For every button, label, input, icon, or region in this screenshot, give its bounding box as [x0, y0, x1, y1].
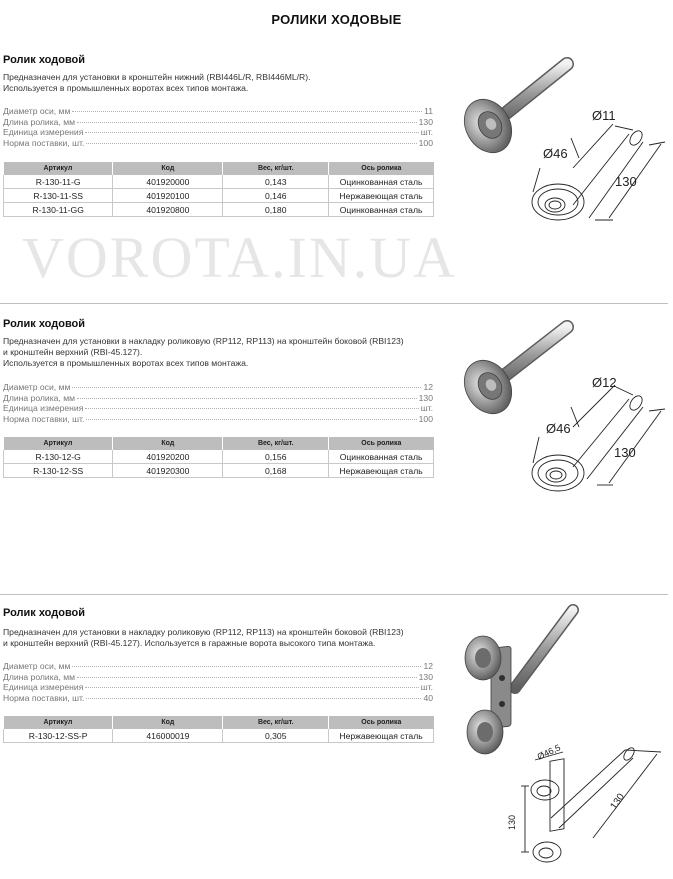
spec-value: 11: [424, 106, 433, 116]
description-line: Предназначен для установки в кронштейн нижний (RBI446L/R, RBI446ML/R).: [3, 72, 311, 82]
spec-label: Длина ролика, мм: [3, 392, 76, 403]
spec-dots: [85, 408, 418, 409]
table-cell: Оцинкованная сталь: [329, 450, 434, 464]
column-header: Артикул: [4, 437, 113, 450]
watermark: VOROTA.IN.UA: [22, 225, 457, 290]
section-2-title: Ролик ходовой: [3, 318, 86, 330]
table-cell: 0,143: [223, 175, 329, 189]
spec-value: 12: [423, 661, 433, 671]
table-row: [4, 450, 434, 464]
section-divider: [0, 303, 668, 304]
table-cell: R-130-11-GG: [4, 203, 113, 217]
section-3-description: [3, 627, 443, 649]
table-cell: 0,146: [223, 189, 329, 203]
spec-row: [3, 682, 433, 693]
table-cell: 401920200: [113, 450, 223, 464]
table-header-row: [4, 716, 434, 729]
length-label: 130: [615, 174, 637, 189]
section-2-table: [3, 437, 434, 478]
column-header: Ось ролика: [329, 162, 434, 175]
page-title: РОЛИКИ ХОДОВЫЕ: [271, 12, 402, 27]
spec-dots: [77, 677, 417, 678]
section-1-description: [3, 72, 443, 94]
column-header: Ось ролика: [329, 437, 434, 450]
spec-dots: [85, 132, 418, 133]
spec-dots: [86, 143, 416, 144]
roller-12-drawing: [455, 315, 670, 500]
table-cell: R-130-12-G: [4, 450, 113, 464]
spec-value: шт.: [420, 127, 433, 138]
column-header: Вес, кг/шт.: [223, 162, 329, 175]
column-header: Вес, кг/шт.: [223, 437, 329, 450]
spec-value: 40: [423, 692, 433, 703]
column-header: Вес, кг/шт.: [223, 716, 329, 729]
table-cell: 0,156: [223, 450, 329, 464]
roller-double-drawing: [455, 600, 670, 875]
spec-value: шт.: [420, 403, 433, 414]
spec-value: 130: [418, 116, 433, 127]
spec-row: [3, 672, 433, 683]
section-3-table: [3, 716, 434, 743]
roller-photo: [455, 327, 567, 422]
spec-row: [3, 106, 433, 117]
table-cell: Оцинкованная сталь: [329, 175, 434, 189]
spec-label: Длина ролика, мм: [3, 116, 76, 127]
spec-dots: [72, 111, 422, 112]
table-cell: Оцинкованная сталь: [329, 203, 434, 217]
wheel-diameter-label: Ø46: [543, 146, 568, 161]
length-label: 130: [614, 445, 636, 460]
spec-label: Диаметр оси, мм: [3, 661, 71, 671]
table-cell: Нержавеющая сталь: [329, 464, 434, 478]
spec-value: 100: [418, 137, 433, 148]
spec-value: шт.: [420, 682, 433, 693]
column-header: Ось ролика: [329, 716, 434, 729]
diameter-label: Ø11: [592, 108, 616, 123]
column-header: Артикул: [4, 162, 113, 175]
table-cell: 0,180: [223, 203, 329, 217]
section-3-specs: [3, 661, 433, 703]
spec-row: [3, 403, 433, 414]
column-header: Код: [113, 716, 223, 729]
spec-row: [3, 393, 433, 404]
spec-value: 130: [418, 671, 433, 682]
spec-label: Единица измерения: [3, 682, 84, 693]
wheel-diameter-label: Ø46,5: [535, 742, 563, 762]
spec-label: Норма поставки, шт.: [3, 137, 85, 148]
description-line: Предназначен для установки в накладку роликовую (RP112, RP113) на кронштейн боковой (RBI123): [3, 627, 404, 637]
description-line: и кронштейн верхний (RBI-45.127). Используется в гаражные ворота высокого типа монтажа.: [3, 638, 376, 648]
table-row: [4, 464, 434, 478]
description-line: Предназначен для установки в накладку роликовую (RP112, RP113) на кронштейн боковой (RBI123): [3, 336, 404, 346]
table-header-row: [4, 437, 434, 450]
table-cell: R-130-12-SS-P: [4, 729, 113, 743]
height-label: 130: [507, 814, 517, 830]
spec-value: 130: [418, 392, 433, 403]
table-row: [4, 203, 434, 217]
section-1-table: [3, 162, 434, 217]
spec-row: [3, 127, 433, 138]
table-row: [4, 189, 434, 203]
spec-value: 100: [418, 413, 433, 424]
table-cell: Нержавеющая сталь: [329, 189, 434, 203]
table-cell: 401920300: [113, 464, 223, 478]
table-header-row: [4, 162, 434, 175]
roller-11-drawing: [455, 50, 670, 235]
spec-row: [3, 693, 433, 704]
table-cell: 401920100: [113, 189, 223, 203]
roller-photo: [465, 610, 573, 754]
column-header: Код: [113, 162, 223, 175]
spec-row: [3, 661, 433, 672]
spec-row: [3, 138, 433, 149]
description-line: Используется в промышленных воротах всех типов монтажа.: [3, 358, 249, 368]
table-cell: R-130-12-SS: [4, 464, 113, 478]
wheel-diameter-label: Ø46: [546, 421, 571, 436]
spec-label: Диаметр оси, мм: [3, 382, 71, 392]
column-header: Артикул: [4, 716, 113, 729]
spec-dots: [86, 698, 421, 699]
spec-value: 12: [423, 382, 433, 392]
spec-row: [3, 414, 433, 425]
roller-line-drawing: [532, 124, 665, 220]
section-2-description: [3, 336, 443, 369]
section-divider: [0, 594, 668, 595]
spec-label: Длина ролика, мм: [3, 671, 76, 682]
section-3-title: Ролик ходовой: [3, 607, 86, 619]
table-row: [4, 175, 434, 189]
description-line: Используется в промышленных воротах всех типов монтажа.: [3, 83, 249, 93]
spec-dots: [77, 122, 417, 123]
table-cell: R-130-11-G: [4, 175, 113, 189]
spec-row: [3, 117, 433, 128]
spec-dots: [72, 666, 421, 667]
table-cell: Нержавеющая сталь: [329, 729, 434, 743]
roller-line-drawing: [521, 746, 661, 862]
section-2-specs: [3, 382, 433, 424]
table-cell: 416000019: [113, 729, 223, 743]
section-1-title: Ролик ходовой: [3, 54, 86, 66]
diameter-label: Ø12: [592, 375, 617, 390]
spec-label: Норма поставки, шт.: [3, 692, 85, 703]
table-cell: 401920000: [113, 175, 223, 189]
spec-label: Единица измерения: [3, 403, 84, 414]
spec-label: Норма поставки, шт.: [3, 413, 85, 424]
table-cell: 0,168: [223, 464, 329, 478]
table-cell: R-130-11-SS: [4, 189, 113, 203]
section-1-specs: [3, 106, 433, 148]
spec-dots: [85, 687, 418, 688]
roller-line-drawing: [532, 385, 665, 491]
table-cell: 0,305: [223, 729, 329, 743]
spec-dots: [72, 387, 421, 388]
length-label: 130: [608, 791, 628, 812]
spec-dots: [86, 419, 416, 420]
spec-dots: [77, 398, 417, 399]
spec-label: Единица измерения: [3, 127, 84, 138]
description-line: и кронштейн верхний (RBI-45.127).: [3, 347, 143, 357]
table-row: [4, 729, 434, 743]
table-cell: 401920800: [113, 203, 223, 217]
spec-row: [3, 382, 433, 393]
spec-label: Диаметр оси, мм: [3, 106, 71, 116]
column-header: Код: [113, 437, 223, 450]
